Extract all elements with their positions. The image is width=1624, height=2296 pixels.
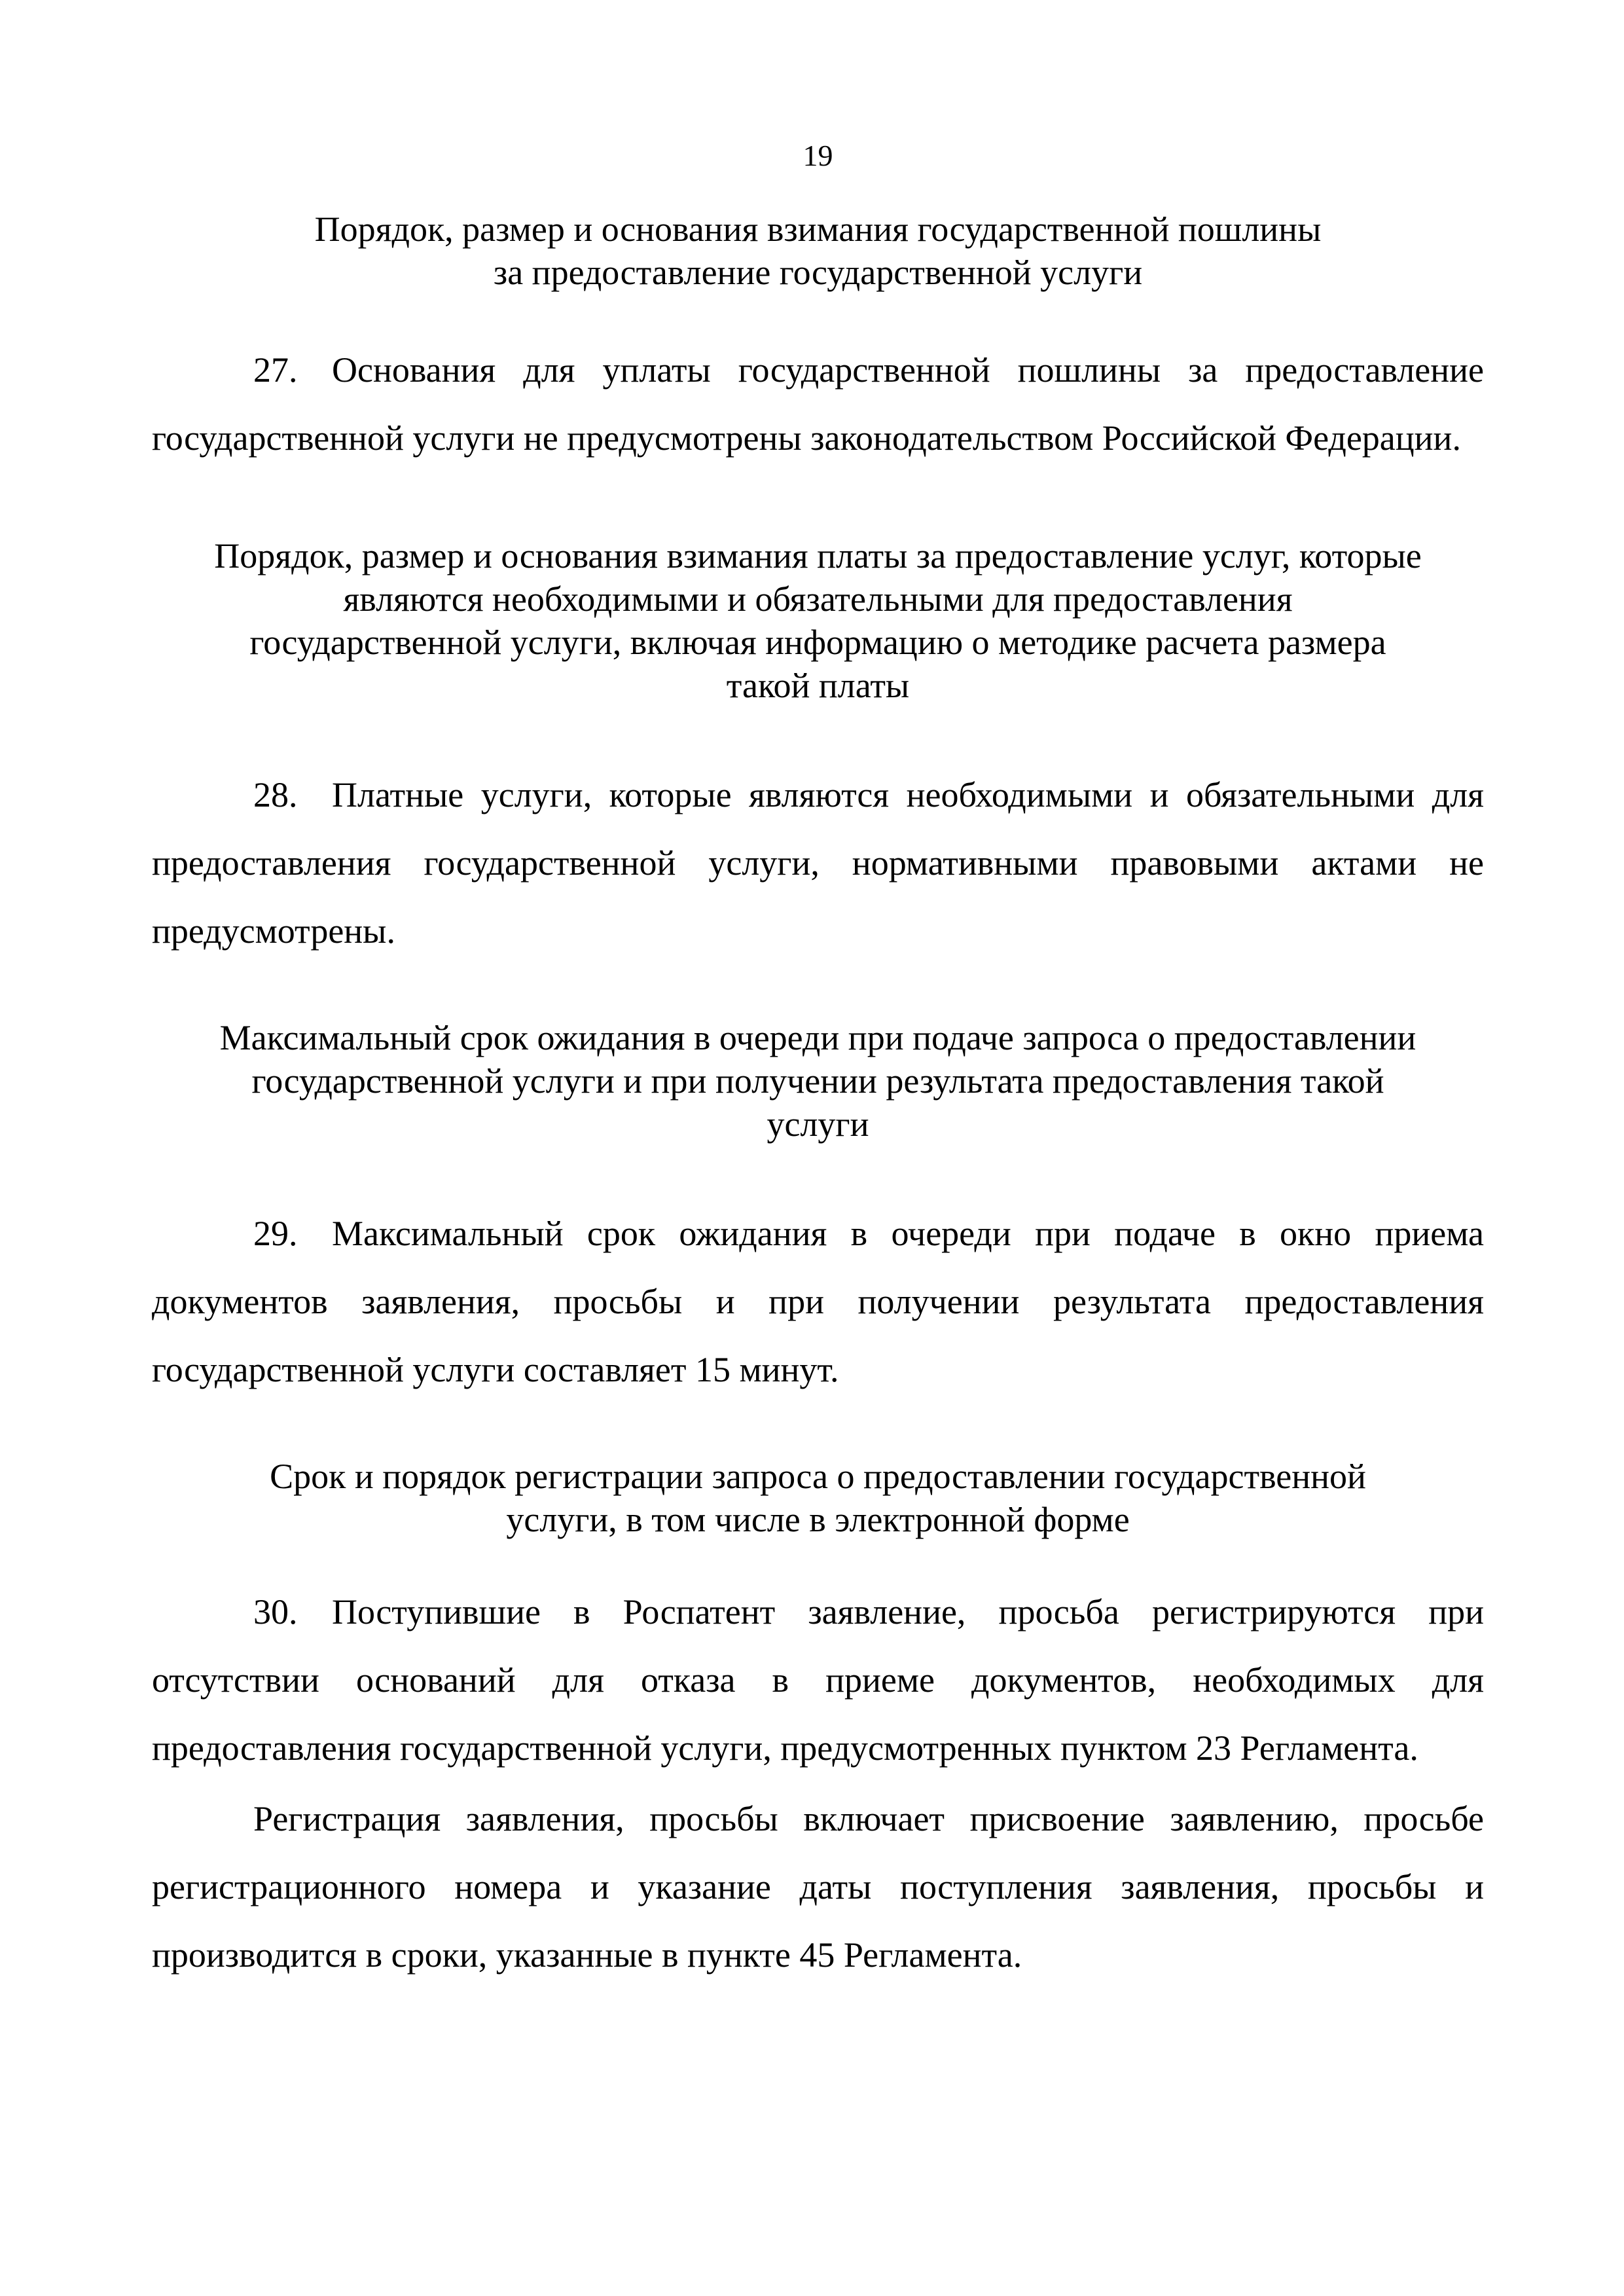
heading-line: услуги [767,1104,869,1144]
document-page [152,141,1484,1989]
section-heading [152,208,1484,294]
section-heading [152,534,1484,707]
heading-line: государственной услуги, включая информацию о методике расчета размера [249,623,1386,662]
paragraph-29 [152,1199,1484,1404]
section-heading [152,1455,1484,1541]
paragraph-number: 29. [253,1214,298,1253]
heading-line: государственной услуги и при получении результата предоставления такой [251,1061,1384,1101]
paragraph-30 [152,1578,1484,1782]
paragraph-text: Платные услуги, которые являются необходимыми и обязательными для предоставления государственной услуги, нормативными правовыми актами не предусмотрены. [152,775,1484,951]
paragraph-text: Максимальный срок ожидания в очереди при подаче в окно приема документов заявления, просьбы и при получении результата предоставления государственной услуги составляет 15 минут. [152,1214,1484,1389]
heading-line: Максимальный срок ожидания в очереди при подаче запроса о предоставлении [219,1018,1416,1057]
paragraph-text: Основания для уплаты государственной пошлины за предоставление государственной услуги не предусмотрены законодательством Российской Федерации. [152,350,1484,458]
heading-line: являются необходимыми и обязательными для предоставления [343,579,1293,619]
paragraph-28 [152,761,1484,965]
paragraph-number: 30. [253,1592,298,1631]
paragraph-number: 27. [253,350,298,390]
paragraph-27 [152,336,1484,472]
heading-line: Срок и порядок регистрации запроса о предоставлении государственной [270,1457,1366,1496]
page-number: 19 [803,139,833,172]
heading-line: такой платы [726,666,910,705]
heading-line: Порядок, размер и основания взимания платы за предоставление услуг, которые [214,536,1422,575]
heading-line: Порядок, размер и основания взимания государственной пошлины [314,210,1322,249]
paragraph-30-continuation: Регистрация заявления, просьбы включает присвоение заявлению, просьбе регистрационного номера и указание даты поступления заявления, просьбы и производится в сроки, указанные в пункте 45 Регламента. [152,1799,1484,1975]
paragraph-text: Поступившие в Роспатент заявление, просьба регистрируются при отсутствии оснований для отказа в приеме документов, необходимых для предоставления государственной услуги, предусмотренных пунктом 23 Регламента. [152,1592,1484,1768]
heading-line: услуги, в том числе в электронной форме [506,1500,1130,1539]
heading-line: за предоставление государственной услуги [493,253,1143,292]
paragraph-number: 28. [253,775,298,814]
section-heading [152,1016,1484,1146]
